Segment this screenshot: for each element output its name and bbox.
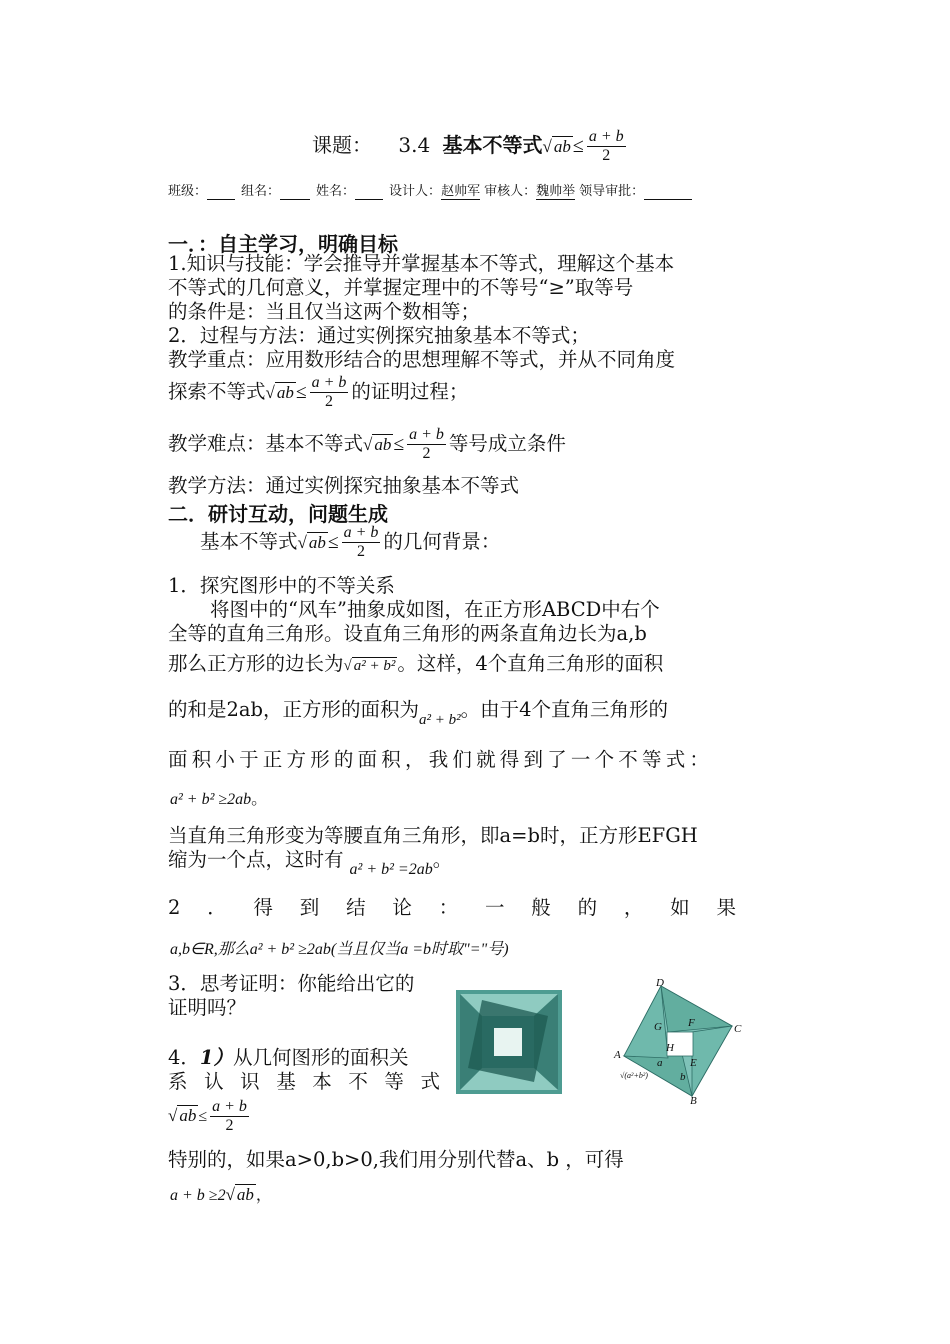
s2-inequality: a² + b² ≥2ab。: [170, 789, 268, 808]
s2-para4: 的和是2ab，正方形的面积为$_{a^2 + b^2}$。由于4个直角三角形的: [168, 698, 669, 728]
label-f: F: [688, 1017, 695, 1029]
s2-para6: 当直角三角形变为等腰直角三角形，即a=b时，正方形EFGH: [168, 824, 698, 847]
s1-line1: 1.知识与技能：学会推导并掌握基本不等式，理解这个基本: [168, 252, 675, 275]
s2-sub3-b: 证明吗？: [168, 996, 247, 1019]
s2-para5: 面积小于正方形的面积，我们就得到了一个不等式：: [168, 748, 714, 771]
s1-line4: 2．过程与方法：通过实例探究抽象基本不等式；: [168, 324, 590, 347]
s2-background: 基本不等式√ ab ≤ $\frac{a + b}{2}$ 的几何背景：: [200, 524, 501, 560]
s2-para8: 特别的，如果a>0,b>0,我们用分别代替a、b ，可得: [168, 1148, 624, 1171]
label-b: B: [690, 1095, 697, 1106]
s2-sub3-a: 3．思考证明：你能给出它的: [168, 972, 415, 995]
meta-line: 班级： 组名： 姓名： 设计人：赵帅军 审核人：魏帅举 领导审批：: [168, 180, 692, 200]
s1-line7: 教学难点：基本不等式√ ab ≤ $\frac{a + b}{2}$ 等号成立条件: [168, 426, 566, 462]
title-prefix: 课题：: [312, 133, 372, 157]
label-a-side: a: [657, 1057, 663, 1069]
title-number: 3.4: [398, 133, 431, 157]
s1-line8: 教学方法：通过实例探究抽象基本不等式: [168, 474, 520, 497]
title-text: 基本不等式: [442, 133, 543, 157]
s2-para1: 将图中的“风车”抽象成如图，在正方形ABCD中右个: [210, 598, 660, 621]
label-c: C: [734, 1023, 742, 1035]
s2-sub4: 4．1）从几何图形的面积关: [168, 1046, 409, 1069]
title-fraction: $\frac{a + b}{2}$: [588, 128, 624, 164]
s2-para3: 那么正方形的边长为√ a² + b² 。这样，4个直角三角形的面积: [168, 652, 664, 675]
label-h: H: [666, 1042, 674, 1054]
section2-heading: 二．研讨互动，问题生成: [168, 502, 388, 526]
s2-last-formula: a + b ≥2√ ab ，: [170, 1185, 272, 1204]
section1-heading: 一．：自主学习，明确目标: [168, 232, 398, 256]
s2-sub4-formula: √ ab ≤ $\frac{a + b}{2}$: [168, 1098, 247, 1134]
s1-line5: 教学重点：应用数形结合的思想理解不等式，并从不同角度: [168, 348, 676, 371]
s1-line6: 探索不等式√ ab ≤ $\frac{a + b}{2}$ 的证明过程；: [168, 374, 469, 410]
s2-conclusion: 2 ． 得 到 结 论 ： 一 般 的 ， 如 果: [168, 896, 736, 919]
s1-line3: 的条件是：当且仅当这两个数相等；: [168, 300, 481, 323]
label-a: A: [614, 1049, 621, 1061]
s2-sub1: 1．探究图形中的不等关系: [168, 574, 395, 597]
label-g: G: [654, 1021, 662, 1033]
label-hyp: √(a²+b²): [620, 1071, 648, 1080]
s1-line2: 不等式的几何意义，并掌握定理中的不等号“≥”取等号: [168, 276, 634, 299]
s2-conclusion-formula: a,b∈R,那么a² + b² ≥2ab(当且仅当a =b时取"="号): [170, 941, 509, 958]
s2-para7: 缩为一个点，这时有 $_{a^2 + b^2 =2ab}$。: [168, 848, 453, 878]
abcd-figure: [612, 976, 747, 1106]
label-b-side: b: [680, 1071, 686, 1083]
page-title: 课题： 3.4 基本不等式√ ab ≤ $\frac{a + b}{2}$: [312, 128, 624, 164]
windmill-figure: [456, 990, 562, 1094]
s2-para2: 全等的直角三角形。设直角三角形的两条直角边长为a,b: [168, 622, 647, 645]
label-d: D: [656, 977, 664, 989]
s2-sub4-b: 系 认 识 基 本 不 等 式: [168, 1070, 440, 1093]
label-e: E: [690, 1057, 697, 1069]
title-sqrt: √ ab: [542, 137, 571, 156]
inner-hole: [494, 1028, 522, 1056]
